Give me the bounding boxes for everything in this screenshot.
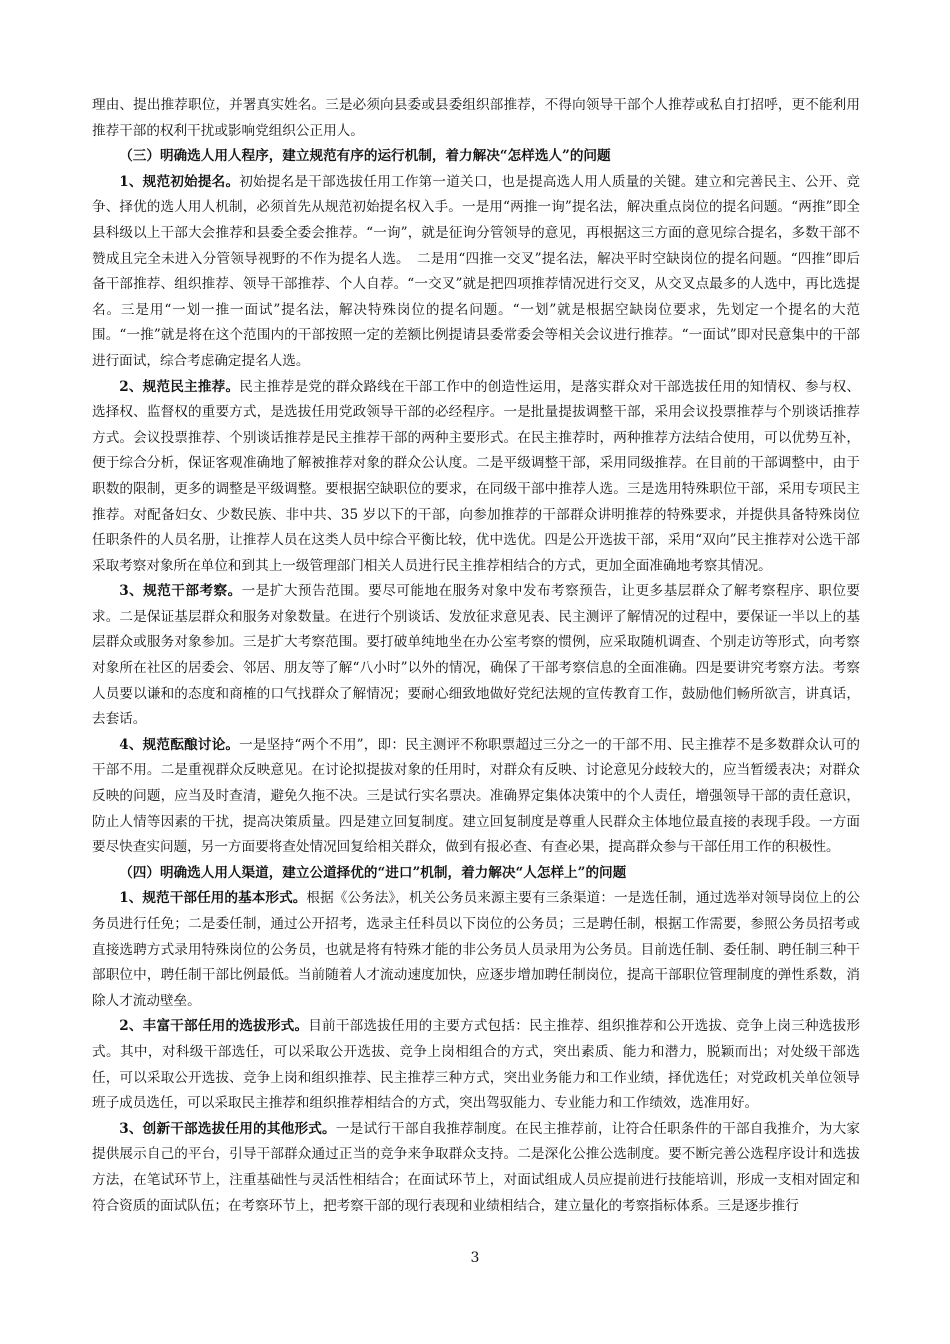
paragraph-lead: 4、规范酝酿讨论。 [119, 736, 240, 753]
section-heading-4: （四）明确选人用人渠道，建立公道择优的“进口”机制，着力解决“人怎样上”的问题 [119, 864, 627, 881]
page-number: 3 [470, 1250, 480, 1266]
page-body [92, 93, 860, 1219]
paragraph-lead: 2、丰富干部任用的选拔形式。 [119, 1018, 309, 1035]
paragraph-other-forms [92, 1117, 860, 1219]
paragraph-text: 民主推荐是党的群众路线在干部工作中的创造性运用，是落实群众对干部选拔任用的知情权、参与权、选择权、监督权的重要方式，是选拔任用党政领导干部的必经程序。一是批量提拔调整干部，采用会议投票推荐与个别谈话推荐方式。会议投票推荐、个别谈话推荐是民主推荐干部的两种主要形式。在民主推荐时，两种推荐方法结合使用，可以优势互补，便于综合分析，保证客观准确地了解被推荐对象的群众公认度。二是平级调整干部，采用同级推荐。在目前的干部调整中，由于职数的限制，更多的调整是平级调整。要根据空缺职位的要求，在同级干部中推荐人选。三是选用特殊职位干部，采用专项民主推荐。对配备妇女、少数民族、非中共、35 岁以下的干部，向参加推荐的干部群众讲明推荐的特殊要求，并提供具备特殊岗位任职条件的人员名册，让推荐人员在这类人员中综合平衡比较，优中选优。四是公开选拔干部，采用“双向”民主推荐对公选干部采取考察对象所在单位和到其上一级管理部门相关人员进行民主推荐相结合的方式，更加全面准确地考察其情况。 [92, 378, 860, 574]
paragraph-lead: 2、规范民主推荐。 [119, 378, 240, 395]
section-heading-3: （三）明确选人用人程序，建立规范有序的运行机制，着力解决“怎样选人”的问题 [119, 148, 611, 165]
paragraph-lead: 3、规范干部考察。 [119, 583, 242, 600]
paragraph-text: 初始提名是干部选拔任用工作第一道关口，也是提高选人用人质量的关键。建立和完善民主、公开、竞争、择优的选人用人机制，必须首先从规范初始提名权入手。一是用“两推一询”提名法，解决重点岗位的提名问题。“两推”即全县科级以上干部大会推荐和县委全委会推荐。“一询”，就是征询分管领导的意见，再根据这三方面的意见综合提名，多数干部不赞成且完全未进入分管领导视野的不作为提名人选。 二是用“四推一交叉”提名法，解决平时空缺岗位的提名问题。“四推”即后备干部推荐、组织推荐、领导干部推荐、个人自荐。“一交叉”就是把四项推荐情况进行交叉，从交叉点最多的人选中，再比选提名。三是用“一划一推一面试”提名法，解决特殊岗位的提名问题。“一划”就是根据空缺岗位要求，先划定一个提名的大范围。“一推”就是将在这个范围内的干部按照一定的差额比例提请县委常委会等相关会议进行推荐。“一面试”即对民意集中的干部进行面试，综合考虑确定提名人选。 [92, 173, 860, 369]
paragraph-text: 一是扩大预告范围。要尽可能地在服务对象中发布考察预告，让更多基层群众了解考察程序、职位要求。二是保证基层群众和服务对象数量。在进行个别谈话、发放征求意见表、民主测评了解情况的过程中，要保证一半以上的基层群众或服务对象参加。三是扩大考察范围。要打破单纯地坐在办公室考察的惯例，应采取随机调查、个别走访等形式，向考察对象所在社区的居委会、邻居、朋友等了解“八小时”以外的情况，确保了干部考察信息的全面准确。四是要讲究考察方法。考察人员要以谦和的态度和商榷的口气找群众了解情况；要耐心细致地做好党纪法规的宣传教育工作，鼓励他们畅所欲言，讲真话，去套话。 [92, 583, 860, 728]
paragraph-basic-forms [92, 886, 860, 1014]
paragraph-text: 一是试行干部自我推荐制度。在民主推荐前，让符合任职条件的干部自我推介，为大家提供展示自己的平台，引导干部群众通过正当的竞争来争取群众支持。二是深化公推公选制度。要不断完善公选程序设计和选拔方法，在笔试环节上，注重基础性与灵活性相结合；在面试环节上，对面试组成人员应提前进行技能培训，形成一支相对固定和符合资质的面试队伍；在考察环节上，把考察干部的现行表现和业绩相结合，建立量化的考察指标体系。三是逐步推行 [92, 1120, 860, 1214]
paragraph-deliberation [92, 733, 860, 861]
paragraph-selection-forms [92, 1014, 860, 1116]
paragraph-text: 根据《公务法》，机关公务员来源主要有三条渠道：一是选任制，通过选举对领导岗位上的公务员进行任免；二是委任制，通过公开招考，选录主任科员以下岗位的公务员；三是聘任制，根据工作需要，参照公务员招考或直接选聘方式录用特殊岗位的公务员，也就是将有特殊才能的非公务员人员录用为公务员。目前选任制、委任制、聘任制三种干部职位中，聘任制干部比例最低。当前随着人才流动速度加快，应逐步增加聘任制岗位，提高干部职位管理制度的弹性系数，消除人才流动壁垒。 [92, 890, 860, 1009]
paragraph-lead: 1、规范初始提名。 [119, 173, 240, 190]
paragraph-lead: 1、规范干部任用的基本形式。 [119, 890, 307, 907]
paragraph-text: 目前干部选拔任用的主要方式包括：民主推荐、组织推荐和公开选拔、竞争上岗三种选拔形式。其中，对科级干部选任，可以采取公开选拔、竞争上岗相组合的方式，突出素质、能力和潜力，脱颖而出；对处级干部选任，可以采取公开选拔、竞争上岗和组织推荐、民主推荐三种方式，突出业务能力和工作业绩，择优选任；对党政机关单位领导班子成员选任，可以采取民主推荐和组织推荐相结合的方式，突出驾驭能力、专业能力和工作绩效，选准用好。 [92, 1018, 860, 1112]
paragraph-cadre-inspection [92, 579, 860, 733]
paragraph-democratic-recommendation [92, 375, 860, 580]
paragraph-continued: 理由、提出推荐职位，并署真实姓名。三是必须向县委或县委组织部推荐，不得向领导干部个人推荐或私自打招呼，更不能利用推荐干部的权利干扰或影响党组织公正用人。 [92, 97, 860, 139]
paragraph-text: 一是坚持“两个不用”，即：民主测评不称职票超过三分之一的干部不用、民主推荐不是多数群众认可的干部不用。二是重视群众反映意见。在讨论拟提拔对象的任用时，对群众有反映、讨论意见分歧较大的，应当暂缓表决；对群众反映的问题，应当及时查清，避免久拖不决。三是试行实名票决。准确界定集体决策中的个人责任，增强领导干部的责任意识，防止人情等因素的干扰，提高决策质量。四是建立回复制度。建立回复制度是尊重人民群众主体地位最直接的表现手段。一方面要尽快查实问题，另一方面要将查处情况回复给相关群众，做到有报必查、有查必果，提高群众参与干部任用工作的积极性。 [92, 736, 860, 856]
paragraph-initial-nomination [92, 170, 860, 375]
paragraph-lead: 3、创新干部选拔任用的其他形式。 [119, 1120, 336, 1137]
